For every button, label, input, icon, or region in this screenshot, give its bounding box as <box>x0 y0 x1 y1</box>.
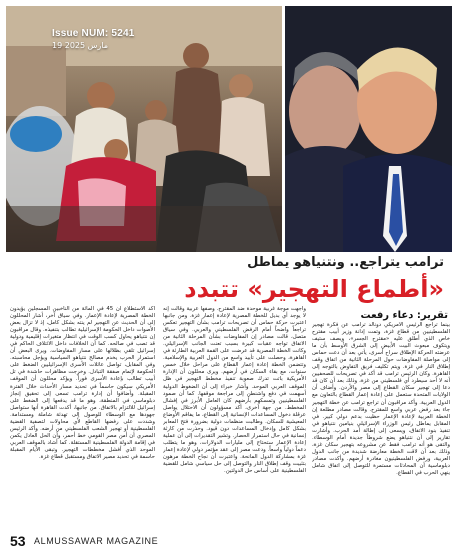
photo-band <box>6 6 452 252</box>
body-column-right <box>312 322 450 528</box>
page-number: 53 <box>10 533 26 549</box>
leaders-photo <box>285 6 452 252</box>
leaders-illustration <box>285 6 452 252</box>
column-text: أكد الاستطلاع أن 45 في المائة من الناخبين المسجلين يؤيدون الخطة المصرية لإعادة الإعمار. وفي سياق آخر، أشار المحللون إلى أن الحديث عن التهجير لم ينته بشكل كامل، إذ لا تزال بعض الأصوات داخل الحكومة الإسرائيلية تطالب بتنفيذه. وقال مراقبون إن نتنياهو يحاول كسب الوقت في انتظار متغيرات إقليمية ودولية قد تصب في صالحه. كما أن الخلافات داخل الائتلاف الحاكم في إسرائيل تلقي بظلالها على مسار المفاوضات. ويرى البعض أن استمرار الحرب يخدم مصالح نتنياهو السياسية ويؤجل محاسبته. وفي المقابل، تواصل عائلات الأسرى الإسرائيليين الضغط على الحكومة لإتمام صفقة التبادل. وخرجت مظاهرات حاشدة في تل أبيب تطالب بإعادة الأسرى فوراً. ويؤكد محللون أن الموقف الأمريكي سيكون حاسماً في تحديد مسار الأحداث خلال الفترة المقبلة. وأضافوا أن إدارة ترامب تسعى إلى تحقيق إنجاز دبلوماسي في المنطقة، وهو ما قد يدفعها إلى الضغط على إسرائيل للالتزام بالاتفاق. من جانبها، أكدت القاهرة أنها ستواصل جهودها مع الوسطاء للوصول إلى تهدئة شاملة ومستدامة. وشددت على رفضها القاطع لأي محاولات لتصفية القضية الفلسطينية أو تهجير الشعب الفلسطيني من أرضه. وأكد الرئيس المصري أن أمن مصر القومي خط أحمر، وأن الحل العادل يكمن في إقامة الدولة الفلسطينية المستقلة. كما أشاد بالموقف العربي الموحد الذي أفشل مخططات التهجير. وتبقى الأيام المقبلة حاسمة في تحديد مصير الاتفاق ومستقبل قطاع غزة. <box>10 306 155 460</box>
column-text: واجهت موجة غربية موحدة ضد المقترح. وصفها عربية وقالت إنه لا يوجد أي بديل للخطة المصرية لإعادة إعمار غزة. ومن جانبها اعتبرت حركة حماس أن تصريحات ترامب بشأن التهجير تعكس تراجعاً واضحاً أمام الرفض الفلسطيني والعربي. وفي سياق متصل، قالت مصادر إن المفاوضات بشأن المرحلة الثانية من الاتفاق تواجه عقبات كبيرة بسبب تعنت الجانب الإسرائيلي. وكانت الخطة المصرية قد عرضت على القمة العربية الطارئة في القاهرة، وحصلت على تأييد واسع من الدول العربية والإسلامية. وتتضمن الخطة إعادة إعمار القطاع على مراحل خلال خمس سنوات، مع بقاء السكان في أرضهم. ويرى محللون أن الإدارة الأمريكية باتت تدرك صعوبة تنفيذ مخطط التهجير في ظل الموقف العربي الموحد. وأشار خبراء إلى أن الضغوط الدولية أسهمت في دفع واشنطن إلى مراجعة موقفها. كما أن صمود الفلسطينيين وتمسكهم بأرضهم كان العامل الأبرز في إفشال المخطط. من جهة أخرى، أكد مسؤولون أن الاحتلال يواصل عرقلة دخول المساعدات الإنسانية إلى القطاع، ما يفاقم الأوضاع المعيشية للسكان. وطالبت منظمات دولية بضرورة فتح المعابر بشكل كامل وإدخال المساعدات دون قيود. وحذرت من كارثة إنسانية في حال استمرار الحصار. وتشير التقديرات إلى أن عملية إعادة الإعمار ستحتاج إلى مليارات الدولارات، وهو ما يتطلب دعماً دولياً واسعاً. ودعت مصر إلى عقد مؤتمر دولي لإعادة إعمار غزة بمشاركة الدول المانحة. واعتبرت أن نجاح الخطة مرهون بتثبيت وقف إطلاق النار والتوصل إلى حل سياسي شامل للقضية الفلسطينية على أساس حل الدولتين. <box>163 306 306 475</box>
column-text: بينما تراجع الرئيس الأمريكي دونالد ترامب عن فكرة تهجير الفلسطينيين من قطاع غزة، وتمت إدانة وزير أبيب مقترح خاص الذي أطلق عليه «مقترح الجسر»، ويصف ستيف ويتكوف مبعوث البيت الأبيض إلى الشرق الأوسط بأن ما عرضته الحركة الإطلاق سراح أسرى، يأتي بعد أن دعت حماس إلى مواصلة المفاوضات حول المرحلة الثانية من اتفاق وقف إطلاق النار في غزة. ويتم تكليف فريق التفاوض بالتوجه إلى القاهرة. وكان الرئيس ترامب قد أكد في تصريحات للصحفيين أنه لا أحد سيطرد أي فلسطيني من غزة، وذلك بعد أن كان قد دعا إلى تهجير سكان القطاع إلى مصر والأردن. وأضاف أن الولايات المتحدة ستعمل على إعادة إعمار القطاع بالتعاون مع الدول العربية. وأكد مراقبون أن تراجع ترامب عن خطة التهجير جاء بعد رفض عربي واسع للمقترح. وقالت مصادر مطلعة إن الخطة العربية لإعادة الإعمار حظيت بدعم دولي كبير. في المقابل يماطل رئيس الوزراء الإسرائيلي بنيامين نتنياهو في تنفيذ بنود الاتفاق، ويسعى إلى إطالة أمد الحرب. وأشارت تقارير إلى أن نتنياهو يضع شروطاً جديدة أمام الوسطاء. والتقى هو أنه ترامب فقط عن مشروعه بتهجير سكان غزة، وذلك بعد أن لاقت الخطة معارضة شديدة من جانب الدول العربية، ورفض الفلسطينيون مغادرة أرضهم. وأكدت مصادر دبلوماسية أن المحادثات مستمرة للتوصل إلى اتفاق شامل ينهي الحرب في القطاع. <box>312 322 450 476</box>
magazine-name: ALMUSSAWAR MAGAZINE <box>34 536 159 546</box>
headline-main: «أطماع التهجير» تتبدد <box>184 275 444 303</box>
body-column-middle <box>163 306 306 528</box>
headline-kicker: ترامب يتراجع.. ونتنياهو يماطل <box>247 255 444 270</box>
crowd-illustration <box>6 6 282 252</box>
issue-info <box>52 28 134 50</box>
gaza-displacement-photo <box>6 6 282 252</box>
issue-number: Issue NUM: 5241 <box>52 28 135 39</box>
body-column-left <box>10 306 155 528</box>
byline: تقرير: دعاء رفعت <box>360 310 448 321</box>
page-footer <box>0 530 458 552</box>
issue-date: 19 مارس 2025 <box>52 41 108 50</box>
